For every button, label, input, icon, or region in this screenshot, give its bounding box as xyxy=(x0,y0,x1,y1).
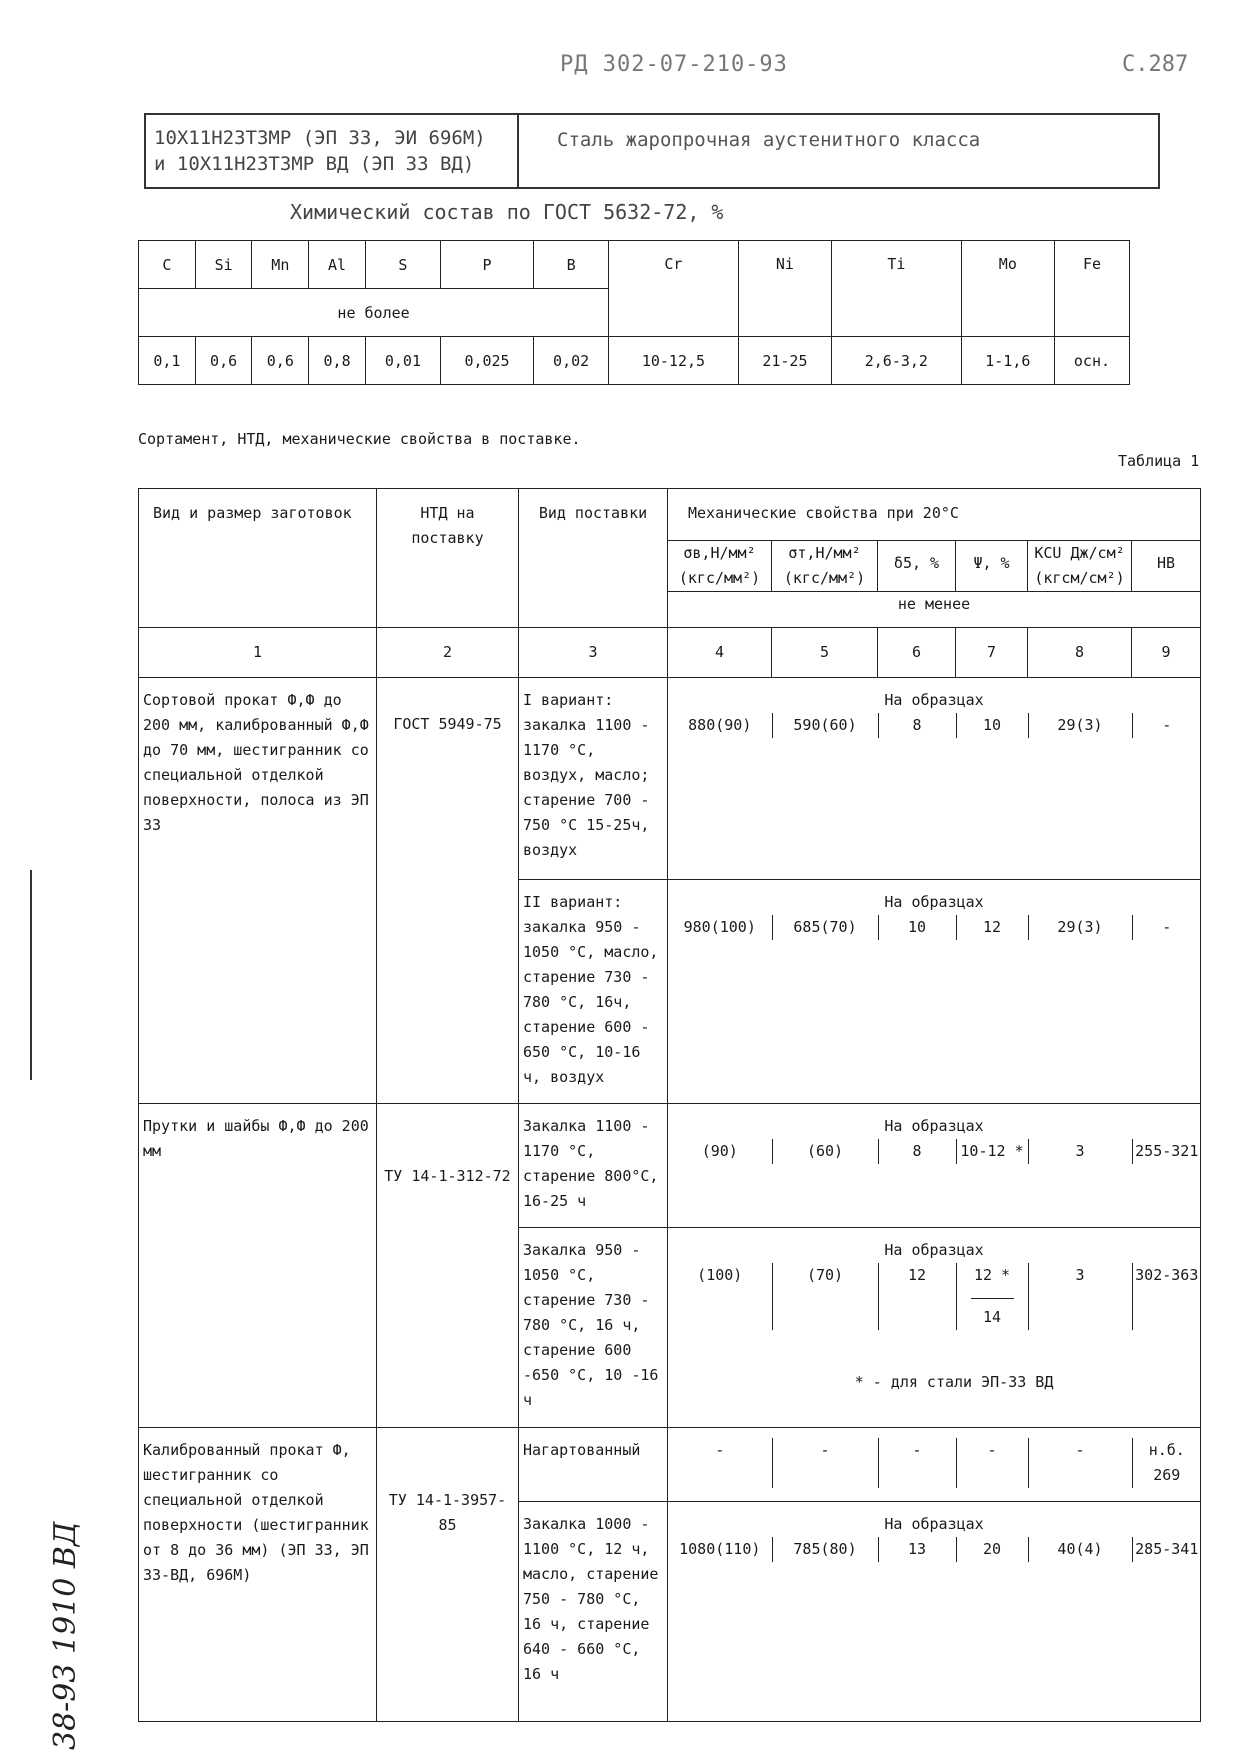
value-kcu: 3 xyxy=(1028,1139,1132,1164)
ntd-cell: ТУ 14-1-3957-85 xyxy=(377,1428,519,1722)
value-psi-top: 12 * xyxy=(971,1263,1014,1299)
chem-element: Ti xyxy=(832,241,962,337)
steel-class: Сталь жаропрочная аустенитного класса xyxy=(557,129,981,151)
value-hb: 302-363 xyxy=(1132,1263,1201,1330)
value-delta: 10 xyxy=(878,915,956,940)
product-cell: Калиброванный прокат Ф, шестигранник со специальной отделкой поверхности (шестигранник от 8 до 36 мм) (ЭП 33, ЭП 33-ВД, 696М) xyxy=(139,1428,377,1722)
value-hb: 255-321 xyxy=(1132,1139,1201,1164)
value-delta: 8 xyxy=(878,713,956,738)
value-kcu: 29(3) xyxy=(1028,915,1132,940)
header-delta: δ5, % xyxy=(878,541,956,592)
values-cell xyxy=(668,678,1201,880)
steel-grade-line2: и 10Х11Н23Т3МР ВД (ЭП 33 ВД) xyxy=(154,153,475,175)
chem-composition-title: Химический состав по ГОСТ 5632-72, % xyxy=(290,200,724,224)
values-cell xyxy=(668,1104,1201,1228)
chem-element: Ni xyxy=(738,241,831,337)
chem-value: 2,6-3,2 xyxy=(832,337,962,385)
header-kcu: KCU Дж/см² (кгсм/см²) xyxy=(1028,541,1132,592)
col-number: 3 xyxy=(519,628,668,678)
value-hb: н.б. 269 xyxy=(1132,1438,1201,1488)
steel-grade-line1: 10Х11Н23Т3МР (ЭП 33, ЭИ 696М) xyxy=(154,127,486,149)
handwritten-note-text: 38-93 1910 ВД xyxy=(48,1521,83,1750)
section-title: Сортамент, НТД, механические свойства в поставке. xyxy=(138,430,581,448)
value-hb: 285-341 xyxy=(1132,1537,1201,1562)
chem-element: Al xyxy=(309,241,366,289)
value-delta: 12 xyxy=(878,1263,956,1330)
value-delta: - xyxy=(878,1438,956,1488)
handwritten-note xyxy=(30,1480,90,1750)
value-sigma-b: (90) xyxy=(701,1142,738,1160)
supply-cell: Закалка 950 - 1050 °С, старение 730 - 780 °С, 16 ч, старение 600 -650 °С, 10 -16 ч xyxy=(519,1228,668,1428)
values-row xyxy=(668,713,1201,738)
chem-value: 0,8 xyxy=(309,337,366,385)
specimen-note: На образцах xyxy=(884,1117,984,1135)
specimen-note: На образцах xyxy=(884,1515,984,1533)
chem-value: осн. xyxy=(1054,337,1129,385)
col-number: 8 xyxy=(1028,628,1132,678)
values-row xyxy=(668,1438,1201,1488)
value-psi-bottom: 14 xyxy=(982,1308,1002,1326)
supply-cell: I вариант: закалка 1100 - 1170 °С, воздух, масло; старение 700 - 750 °С 15-25ч, воздух xyxy=(519,678,668,880)
value-sigma-t: 685(70) xyxy=(772,915,878,940)
values-row xyxy=(668,1139,1201,1164)
chem-element: Mn xyxy=(252,241,309,289)
value-sigma-t: - xyxy=(772,1438,878,1488)
header-supply: Вид поставки xyxy=(519,489,668,628)
supply-cell: Нагартованный xyxy=(519,1428,668,1502)
chem-value: 0,02 xyxy=(534,337,609,385)
chem-element: Cr xyxy=(609,241,739,337)
value-psi xyxy=(956,1263,1028,1330)
value-sigma-t: (60) xyxy=(772,1139,878,1164)
col-number: 1 xyxy=(139,628,377,678)
value-sigma-t: 590(60) xyxy=(772,713,878,738)
supply-cell: Закалка 1000 - 1100 °С, 12 ч, масло, старение 750 - 780 °С, 16 ч, старение 640 - 660 °С, 16 ч xyxy=(519,1502,668,1722)
document-code: РД 302-07-210-93 xyxy=(560,52,788,77)
header-ntd: НТД на поставку xyxy=(377,489,519,628)
chem-value: 21-25 xyxy=(738,337,831,385)
values-row xyxy=(668,1537,1201,1562)
value-hb: - xyxy=(1132,713,1201,738)
table-row xyxy=(139,1104,1201,1228)
value-sigma-b: 980(100) xyxy=(683,918,756,936)
header-not-less: не менее xyxy=(668,592,1201,628)
supply-cell: II вариант: закалка 950 - 1050 °С, масло, старение 730 - 780 °С, 16ч, старение 600 - 650 °С, 10-16 ч, воздух xyxy=(519,880,668,1104)
value-sigma-b: (100) xyxy=(697,1266,743,1284)
page-number: С.287 xyxy=(1122,52,1189,77)
value-kcu: - xyxy=(1028,1438,1132,1488)
values-cell xyxy=(668,1428,1201,1502)
value-hb: - xyxy=(1132,915,1201,940)
header-mech-props: Механические свойства при 20°С xyxy=(668,489,1201,541)
col-number: 9 xyxy=(1132,628,1201,678)
product-cell: Прутки и шайбы Ф,Ф до 200 мм xyxy=(139,1104,377,1428)
chem-not-more: не более xyxy=(139,289,609,337)
specimen-note: На образцах xyxy=(884,893,984,911)
chem-value: 0,1 xyxy=(139,337,196,385)
chem-composition-table xyxy=(138,240,1130,385)
col-number: 2 xyxy=(377,628,519,678)
table-label: Таблица 1 xyxy=(1118,452,1200,470)
steel-grade xyxy=(146,115,519,187)
product-cell: Сортовой прокат Ф,Ф до 200 мм, калиброванный Ф,Ф до 70 мм, шестигранник со специальной отделкой поверхности, полоса из ЭП 33 xyxy=(139,678,377,1104)
ntd-cell: ГОСТ 5949-75 xyxy=(377,678,519,1104)
value-sigma-t: (70) xyxy=(772,1263,878,1330)
chem-value: 0,6 xyxy=(252,337,309,385)
value-psi: - xyxy=(956,1438,1028,1488)
value-delta: 13 xyxy=(878,1537,956,1562)
table-row xyxy=(139,1428,1201,1502)
chem-element: S xyxy=(365,241,440,289)
chem-element: P xyxy=(440,241,533,289)
footnote: * - для стали ЭП-33 ВД xyxy=(854,1373,1054,1391)
chem-value: 0,6 xyxy=(195,337,252,385)
supply-cell: Закалка 1100 - 1170 °С, старение 800°С, 16-25 ч xyxy=(519,1104,668,1228)
chem-value: 0,025 xyxy=(440,337,533,385)
header-sigma-b: σв,Н/мм² (кгс/мм²) xyxy=(668,541,772,592)
ntd-cell: ТУ 14-1-312-72 xyxy=(377,1104,519,1428)
value-sigma-t: 785(80) xyxy=(772,1537,878,1562)
chem-value: 0,01 xyxy=(365,337,440,385)
chem-element: B xyxy=(534,241,609,289)
chem-value: 10-12,5 xyxy=(609,337,739,385)
header-sigma-t: σт,Н/мм² (кгс/мм²) xyxy=(772,541,878,592)
chem-element: C xyxy=(139,241,196,289)
col-number: 7 xyxy=(956,628,1028,678)
header-psi: Ψ, % xyxy=(956,541,1028,592)
mechanical-properties-table xyxy=(138,488,1201,1722)
value-sigma-b: - xyxy=(715,1441,725,1459)
chem-element: Fe xyxy=(1054,241,1129,337)
values-row xyxy=(668,1263,1201,1330)
specimen-note: На образцах xyxy=(884,1241,984,1259)
chem-value: 1-1,6 xyxy=(961,337,1054,385)
header-hb: НВ xyxy=(1132,541,1201,592)
table-row xyxy=(139,678,1201,880)
value-psi: 10-12 * xyxy=(956,1139,1028,1164)
specimen-note: На образцах xyxy=(884,691,984,709)
header-product: Вид и размер заготовок xyxy=(139,489,377,628)
value-psi: 10 xyxy=(956,713,1028,738)
values-cell xyxy=(668,880,1201,1104)
margin-line xyxy=(30,870,32,1080)
col-number: 6 xyxy=(878,628,956,678)
value-delta: 8 xyxy=(878,1139,956,1164)
value-kcu: 29(3) xyxy=(1028,713,1132,738)
value-kcu: 40(4) xyxy=(1028,1537,1132,1562)
col-number: 4 xyxy=(668,628,772,678)
values-cell xyxy=(668,1228,1201,1428)
values-row xyxy=(668,915,1201,940)
chem-element: Mo xyxy=(961,241,1054,337)
value-psi: 20 xyxy=(956,1537,1028,1562)
value-psi: 12 xyxy=(956,915,1028,940)
value-sigma-b: 880(90) xyxy=(688,716,752,734)
title-box xyxy=(144,113,1160,189)
value-kcu: 3 xyxy=(1028,1263,1132,1330)
value-sigma-b: 1080(110) xyxy=(679,1540,761,1558)
col-number: 5 xyxy=(772,628,878,678)
chem-element: Si xyxy=(195,241,252,289)
values-cell xyxy=(668,1502,1201,1722)
